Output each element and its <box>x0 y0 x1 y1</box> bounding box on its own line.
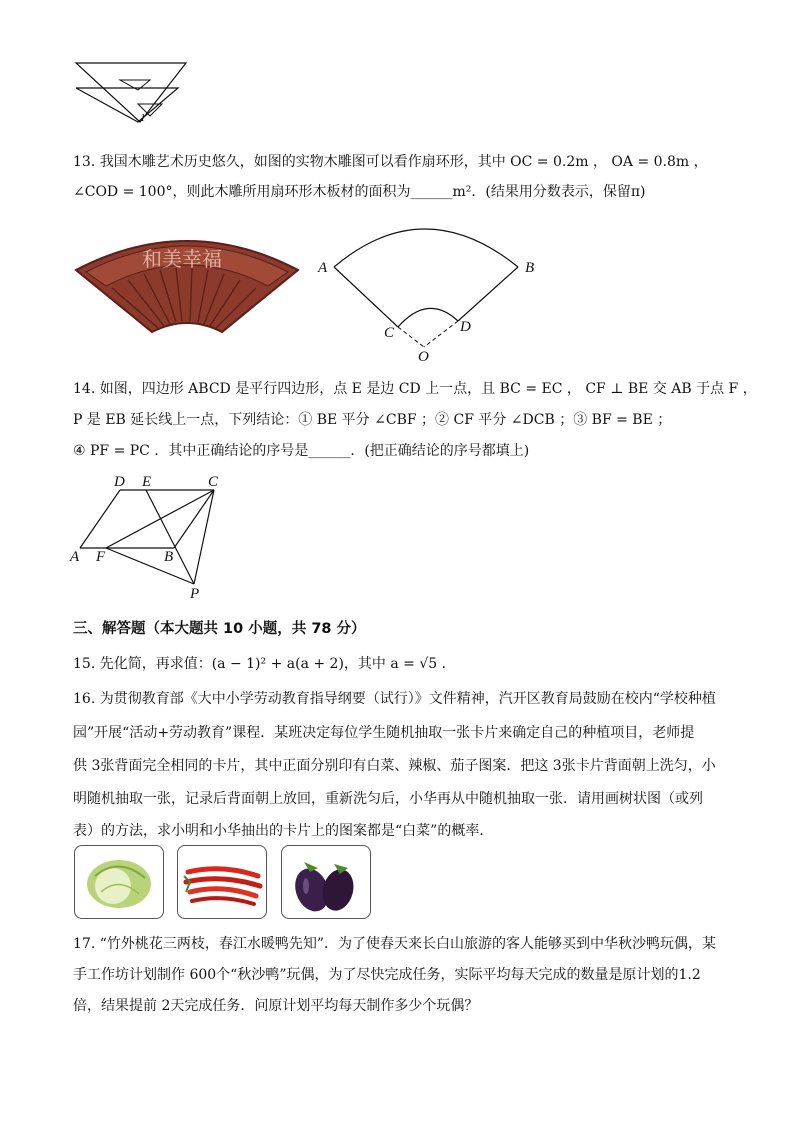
q15-text: 15. 先化简，再求值：(a − 1)² + a(a + 2)，其中 a = √5 ． <box>73 656 456 672</box>
q14-label-E: E <box>142 474 152 490</box>
q16-line1: 16. 为贯彻教育部《大中小学劳动教育指导纲要（试行）》文件精神，汽开区教育局鼓励在校内“学校种植 <box>73 691 716 707</box>
eggplant-card-image <box>281 845 371 919</box>
q14-line2: P 是 EB 延长线上一点，下列结论：① BE 平分 ∠CBF ；② CF 平分 ∠DCB ；③ BF = BE ； <box>73 412 672 428</box>
q14-label-B: B <box>164 549 174 565</box>
q13-label-B: B <box>525 260 535 276</box>
q16-line4: 明随机抽取一张，记录后背面朝上放回，重新洗匀后，小华再从中随机抽取一张．请用画树状图（或列 <box>73 791 703 807</box>
q16-line5: 表）的方法，求小明和小华抽出的卡片上的图案都是“白菜”的概率． <box>73 823 494 839</box>
q14-label-P: P <box>190 586 200 600</box>
q14-parallelogram-figure <box>66 472 236 600</box>
q17-line3: 倍，结果提前 2天完成任务．问原计划平均每天制作多少个玩偶？ <box>73 998 479 1014</box>
q16-line3: 供 3张背面完全相同的卡片，其中正面分别印有白菜、辣椒、茄子图案．把这 3张卡片背面朝上洗匀，小 <box>73 758 716 774</box>
q16-line2: 园”开展“活动+劳动教育”课程．某班决定每位学生随机抽取一张卡片来确定自己的种植项目，老师提 <box>73 725 695 741</box>
q14-label-F: F <box>96 549 106 565</box>
q14-label-A: A <box>70 549 80 565</box>
q13-label-D: D <box>460 319 471 335</box>
q13-sector-figure <box>312 215 552 365</box>
q14-label-D: D <box>114 474 125 490</box>
q14-line3: ④ PF = PC ．其中正确结论的序号是______．(把正确结论的序号都填上) <box>73 443 530 459</box>
chili-pepper-card-image <box>177 845 267 919</box>
section-3-title: 三、解答题（本大题共 10 小题，共 78 分） <box>73 621 366 637</box>
q13-line1: 13. 我国木雕艺术历史悠久，如图的实物木雕图可以看作扇环形，其中 OC = 0.2m ， OA = 0.8m ， <box>73 154 708 170</box>
q13-label-C: C <box>384 325 395 341</box>
carving-text: 和美幸福 <box>142 247 222 271</box>
q17-line1: 17. “竹外桃花三两枝，春江水暖鸭先知”．为了使春天来长白山旅游的客人能够买到中华秋沙鸭玩偶，某 <box>73 936 717 952</box>
wood-carving-image <box>72 222 302 337</box>
q13-line2: ∠COD = 100°，则此木雕所用扇环形木板材的面积为______m²．(结果用分数表示，保留π) <box>73 184 646 200</box>
q14-label-C: C <box>208 474 219 490</box>
q14-line1: 14. 如图，四边形 ABCD 是平行四边形，点 E 是边 CD 上一点，且 BC = EC ， CF ⊥ BE 交 AB 于点 F ， <box>73 381 757 397</box>
cabbage-card-image <box>74 845 164 919</box>
q17-line2: 手工作坊计划制作 600个“秋沙鸭”玩偶，为了尽快完成任务，实际平均每天完成的数量是原计划的1.2 <box>73 967 701 983</box>
q12-angle-label: 1 <box>140 112 146 124</box>
q13-label-O: O <box>418 349 429 365</box>
q13-label-A: A <box>318 260 328 276</box>
q12-figure <box>68 58 198 128</box>
